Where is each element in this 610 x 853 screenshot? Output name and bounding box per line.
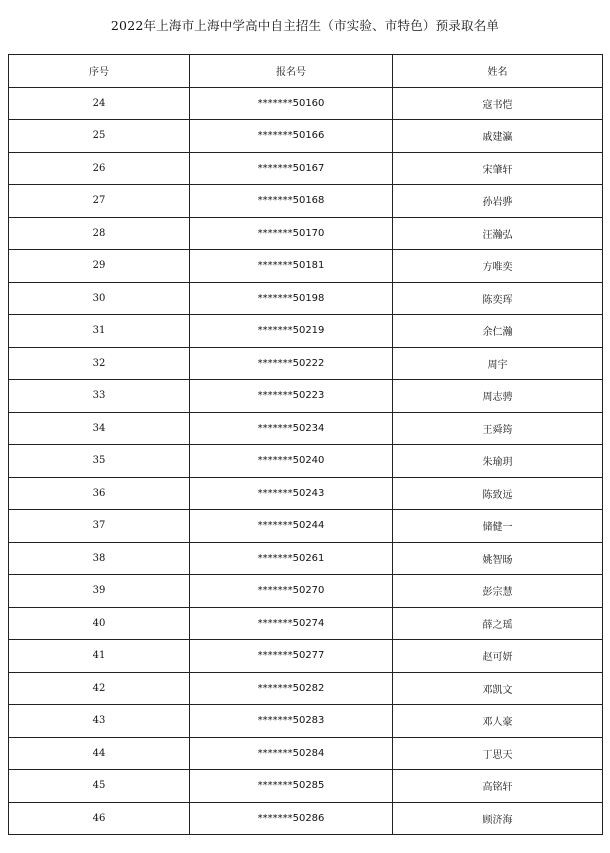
student-name-cell: 丁思天 <box>393 737 603 770</box>
student-name-cell: 陈致远 <box>393 477 603 510</box>
table-row <box>9 607 603 640</box>
table-row <box>9 737 603 770</box>
registration-number-cell: *******50270 <box>190 575 393 608</box>
seq-cell: 28 <box>9 217 190 250</box>
table-row <box>9 380 603 413</box>
seq-cell: 40 <box>9 607 190 640</box>
student-name-cell: 赵可妍 <box>393 640 603 673</box>
table-row <box>9 217 603 250</box>
registration-number-cell: *******50277 <box>190 640 393 673</box>
student-name-cell: 顾济海 <box>393 802 603 835</box>
seq-cell: 25 <box>9 120 190 153</box>
student-name-cell: 朱瑜玥 <box>393 445 603 478</box>
registration-number-cell: *******50261 <box>190 542 393 575</box>
registration-number-cell: *******50244 <box>190 510 393 543</box>
table-row <box>9 412 603 445</box>
column-header-name: 姓名 <box>393 55 603 88</box>
table-row <box>9 705 603 738</box>
registration-number-cell: *******50243 <box>190 477 393 510</box>
page-title: 2022年上海市上海中学高中自主招生（市实验、市特色）预录取名单 <box>110 18 500 33</box>
table-row <box>9 250 603 283</box>
student-name-cell: 余仁瀚 <box>393 315 603 348</box>
table-header <box>9 55 603 88</box>
student-name-cell: 王舜筠 <box>393 412 603 445</box>
header-row <box>9 55 603 88</box>
table-row <box>9 802 603 835</box>
student-name-cell: 薛之瑶 <box>393 607 603 640</box>
seq-cell: 42 <box>9 672 190 705</box>
seq-cell: 44 <box>9 737 190 770</box>
registration-number-cell: *******50240 <box>190 445 393 478</box>
seq-cell: 39 <box>9 575 190 608</box>
table-row <box>9 445 603 478</box>
seq-cell: 43 <box>9 705 190 738</box>
registration-number-cell: *******50170 <box>190 217 393 250</box>
seq-cell: 31 <box>9 315 190 348</box>
seq-cell: 45 <box>9 770 190 803</box>
student-name-cell: 邓人豪 <box>393 705 603 738</box>
student-name-cell: 高铭轩 <box>393 770 603 803</box>
registration-number-cell: *******50274 <box>190 607 393 640</box>
table-row <box>9 87 603 120</box>
table-row <box>9 477 603 510</box>
table-row <box>9 672 603 705</box>
seq-cell: 41 <box>9 640 190 673</box>
registration-number-cell: *******50285 <box>190 770 393 803</box>
student-name-cell: 戚建瀛 <box>393 120 603 153</box>
admission-table <box>8 54 603 835</box>
seq-cell: 24 <box>9 87 190 120</box>
student-name-cell: 姚智旸 <box>393 542 603 575</box>
student-name-cell: 陈奕珲 <box>393 282 603 315</box>
student-name-cell: 宋肇轩 <box>393 152 603 185</box>
student-name-cell: 孙岩骅 <box>393 185 603 218</box>
registration-number-cell: *******50282 <box>190 672 393 705</box>
seq-cell: 27 <box>9 185 190 218</box>
registration-number-cell: *******50219 <box>190 315 393 348</box>
seq-cell: 32 <box>9 347 190 380</box>
table-row <box>9 315 603 348</box>
student-name-cell: 周宇 <box>393 347 603 380</box>
registration-number-cell: *******50167 <box>190 152 393 185</box>
student-name-cell: 储健一 <box>393 510 603 543</box>
registration-number-cell: *******50234 <box>190 412 393 445</box>
column-header-seq: 序号 <box>9 55 190 88</box>
registration-number-cell: *******50284 <box>190 737 393 770</box>
table-body <box>9 87 603 835</box>
seq-cell: 38 <box>9 542 190 575</box>
student-name-cell: 周志骋 <box>393 380 603 413</box>
table-row <box>9 152 603 185</box>
table-row <box>9 770 603 803</box>
table-row <box>9 640 603 673</box>
column-header-id: 报名号 <box>190 55 393 88</box>
registration-number-cell: *******50181 <box>190 250 393 283</box>
seq-cell: 26 <box>9 152 190 185</box>
seq-cell: 33 <box>9 380 190 413</box>
registration-number-cell: *******50168 <box>190 185 393 218</box>
registration-number-cell: *******50198 <box>190 282 393 315</box>
registration-number-cell: *******50223 <box>190 380 393 413</box>
table-row <box>9 185 603 218</box>
student-name-cell: 寇书恺 <box>393 87 603 120</box>
seq-cell: 30 <box>9 282 190 315</box>
registration-number-cell: *******50283 <box>190 705 393 738</box>
seq-cell: 35 <box>9 445 190 478</box>
registration-number-cell: *******50166 <box>190 120 393 153</box>
student-name-cell: 彭宗慧 <box>393 575 603 608</box>
seq-cell: 29 <box>9 250 190 283</box>
registration-number-cell: *******50160 <box>190 87 393 120</box>
registration-number-cell: *******50286 <box>190 802 393 835</box>
table-row <box>9 282 603 315</box>
table-row <box>9 510 603 543</box>
seq-cell: 34 <box>9 412 190 445</box>
seq-cell: 37 <box>9 510 190 543</box>
registration-number-cell: *******50222 <box>190 347 393 380</box>
table-row <box>9 542 603 575</box>
table-row <box>9 347 603 380</box>
table-row <box>9 575 603 608</box>
student-name-cell: 汪瀚弘 <box>393 217 603 250</box>
table-row <box>9 120 603 153</box>
student-name-cell: 邓凯文 <box>393 672 603 705</box>
student-name-cell: 方唯奕 <box>393 250 603 283</box>
seq-cell: 46 <box>9 802 190 835</box>
seq-cell: 36 <box>9 477 190 510</box>
